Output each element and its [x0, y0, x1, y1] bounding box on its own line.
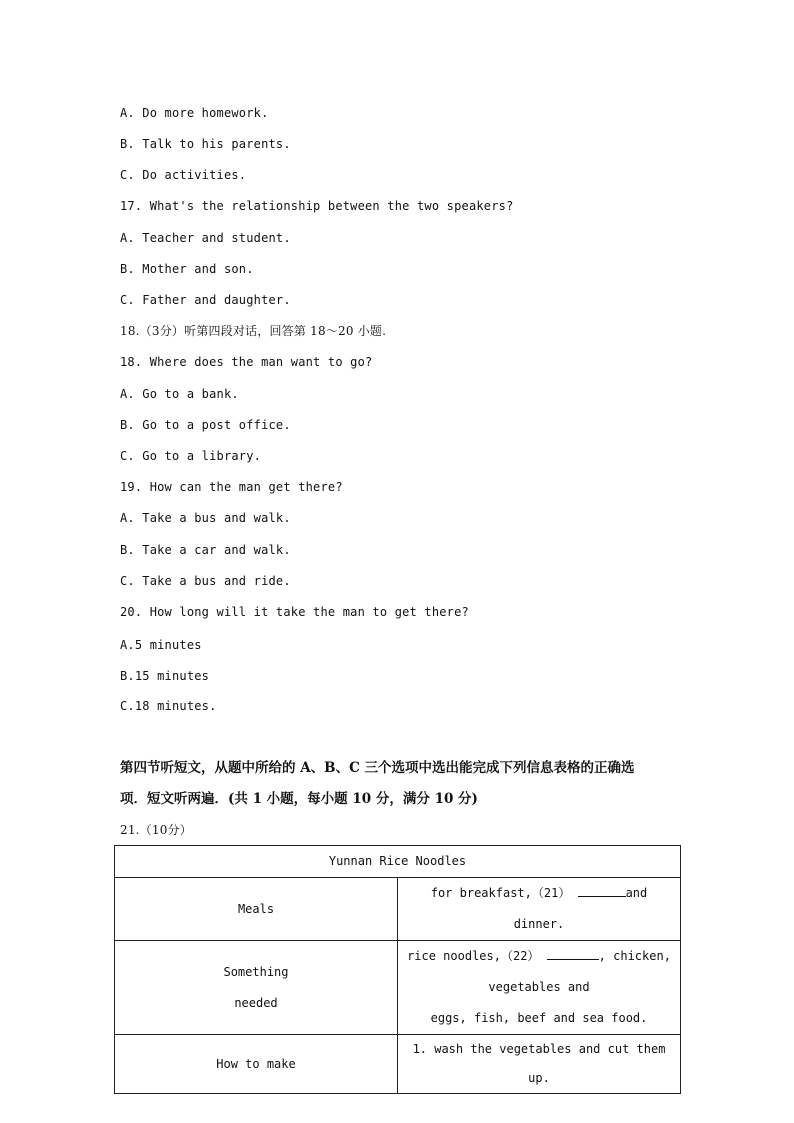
q18-stem: 18. Where does the man want to go?	[120, 355, 373, 369]
label-line1: Something	[223, 964, 289, 979]
section4-heading-line1: 第四节听短文，从题中所给的 A、B、C 三个选项中选出能完成下列信息表格的正确选	[120, 760, 635, 776]
q20-option-a: A.5 minutes	[120, 638, 202, 652]
q20-stem: 20. How long will it take the man to get there?	[120, 605, 469, 619]
row-content-something-needed	[398, 941, 681, 1035]
q16-option-b: B. Talk to his parents.	[120, 137, 291, 151]
q19-option-c: C. Take a bus and ride.	[120, 574, 291, 588]
q16-option-c: C. Do activities.	[120, 168, 247, 182]
content-line2: eggs, fish, beef and sea food.	[430, 1011, 648, 1025]
q18-option-b: B. Go to a post office.	[120, 418, 291, 432]
q17-option-a: A. Teacher and student.	[120, 231, 291, 245]
section4-heading-line2: 项．短文听两遍．(共 1 小题，每小题 10 分，满分 10 分)	[120, 791, 478, 807]
q17-option-b: B. Mother and son.	[120, 262, 254, 276]
info-table	[114, 845, 681, 1094]
content-line1	[404, 941, 674, 1003]
answer-blank-22	[547, 945, 599, 960]
row-label-how-to-make: How to make	[115, 1035, 398, 1094]
section18-intro: 18.（3分）听第四段对话，回答第 18～20 小题.	[120, 324, 387, 338]
row-content-meals	[398, 878, 681, 941]
row-content-how-to-make: 1. wash the vegetables and cut them up.	[398, 1035, 681, 1094]
table-row	[115, 1035, 681, 1094]
q17-stem: 17. What's the relationship between the two speakers?	[120, 199, 514, 213]
answer-blank-21	[578, 882, 626, 897]
q16-option-a: A. Do more homework.	[120, 106, 269, 120]
meals-text-before: for breakfast,（21）	[430, 886, 571, 900]
needed-text-after: , chicken, vegetables and	[488, 949, 671, 994]
q19-option-b: B. Take a car and walk.	[120, 543, 291, 557]
q20-option-b: B.15 minutes	[120, 669, 210, 683]
q19-option-a: A. Take a bus and walk.	[120, 511, 291, 525]
needed-text-before: rice noodles,（22）	[407, 949, 540, 963]
q17-option-c: C. Father and daughter.	[120, 293, 291, 307]
meals-text-after: and dinner.	[513, 886, 648, 931]
q21-label: 21.（10分）	[120, 823, 192, 837]
q20-option-c: C.18 minutes.	[120, 699, 217, 713]
q18-option-c: C. Go to a library.	[120, 449, 262, 463]
table-title: Yunnan Rice Noodles	[115, 846, 681, 878]
row-label-something-needed	[115, 941, 398, 1035]
label-line2: needed	[234, 995, 278, 1010]
table-row	[115, 941, 681, 1035]
row-label-meals: Meals	[115, 878, 398, 941]
table-title-row	[115, 846, 681, 878]
q18-option-a: A. Go to a bank.	[120, 387, 239, 401]
table-row	[115, 878, 681, 941]
q19-stem: 19. How can the man get there?	[120, 480, 343, 494]
